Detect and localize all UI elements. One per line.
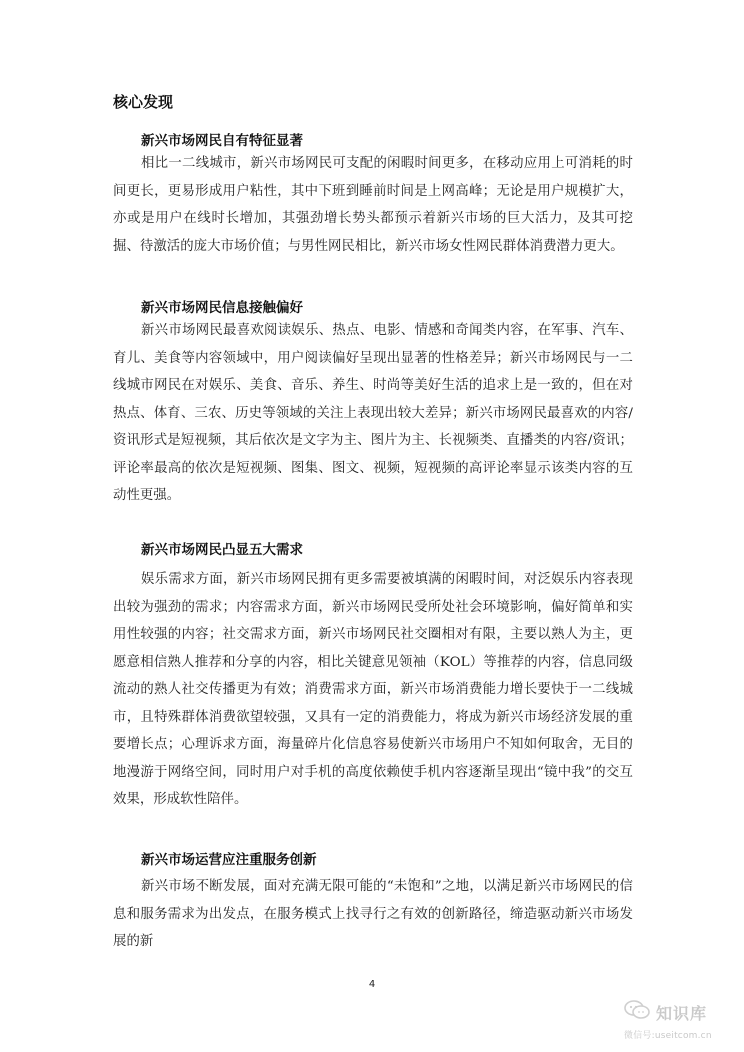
wechat-icon [624,1000,650,1024]
subsection-title-2: 新兴市场网民信息接触偏好 [141,300,303,316]
subsection-paragraph-1: 相比一二线城市，新兴市场网民可支配的闲暇时间更多，在移动应用上可消耗的时间更长，更易形成用户粘性，其中下班到睡前时间是上网高峰；无论是用户规模扩大，亦或是用户在线时长增加，其强劲增长势头都预示着新兴市场的巨大活力，及其可挖掘、待激活的庞大市场价值；与男性网民相比，新兴市场女性网民群体消费潜力更大。 [113,156,633,254]
subsection-paragraph-4: 新兴市场不断发展，面对充满无限可能的“未饱和”之地，以满足新兴市场网民的信息和服务需求为出发点，在服务模式上找寻行之有效的创新路径，缔造驱动新兴市场发展的新 [113,879,633,949]
page-number: 4 [368,979,376,990]
subsection-title-1: 新兴市场网民自有特征显著 [141,133,303,149]
subsection-title-3: 新兴市场网民凸显五大需求 [141,542,303,558]
subsection-paragraph-2: 新兴市场网民最喜欢阅读娱乐、热点、电影、情感和奇闻类内容，在军事、汽车、育儿、美食等内容领域中，用户阅读偏好呈现出显著的性格差异；新兴市场网民与一二线城市网民在对娱乐、美食、音乐、养生、时尚等美好生活的追求上是一致的，但在对热点、体育、三农、历史等领域的关注上表现出较大差异；新兴市场网民最喜欢的内容/资讯形式是短视频，其后依次是文字为主、图片为主、长视频类、直播类的内容/资讯；评论率最高的依次是短视频、图集、图文、视频，短视频的高评论率显示该类内容的互动性更强。 [113,323,633,503]
watermark [624,1000,712,1041]
subsection-title-4: 新兴市场运营应注重服务创新 [141,852,317,868]
watermark-brand: 知识库 [656,1003,708,1023]
section-heading: 核心发现 [113,93,174,111]
subsection-paragraph-3: 娱乐需求方面，新兴市场网民拥有更多需要被填满的闲暇时间，对泛娱乐内容表现出较为强劲的需求；内容需求方面，新兴市场网民受所处社会环境影响，偏好简单和实用性较强的内容；社交需求方面，新兴市场网民社交圈相对有限，主要以熟人为主，更愿意相信熟人推荐和分享的内容，相比关键意见领袖（KOL）等推荐的内容，信息同级流动的熟人社交传播更为有效；消费需求方面，新兴市场消费能力增长要快于一二线城市，且特殊群体消费欲望较强，又具有一定的消费能力，将成为新兴市场经济发展的重要增长点；心理诉求方面，海量碎片化信息容易使新兴市场用户不知如何取舍，无目的地漫游于网络空间，同时用户对手机的高度依赖使手机内容逐渐呈现出“镜中我”的交互效果，形成软性陪伴。 [113,572,633,807]
watermark-subtitle: 微信号:useitcom.cn [624,1031,712,1041]
